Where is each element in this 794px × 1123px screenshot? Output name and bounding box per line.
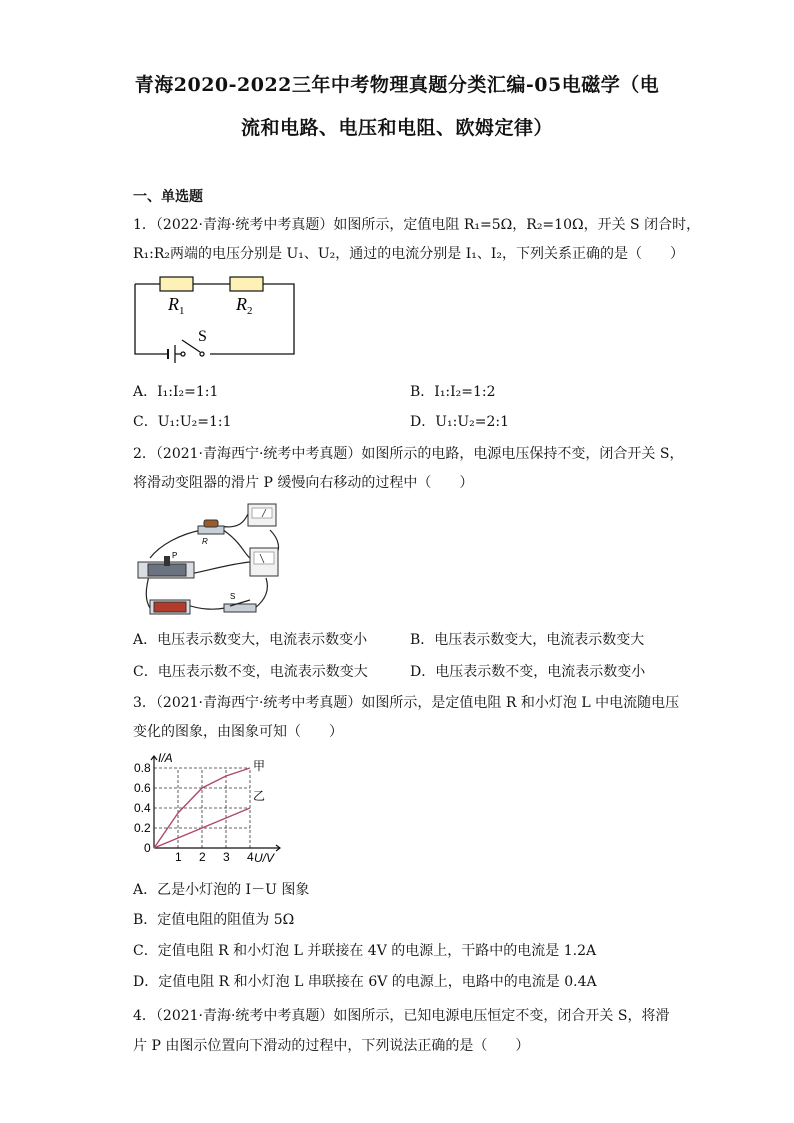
x-tick-label: 2 <box>199 850 206 864</box>
q1-option-c[interactable]: C．U₁:U₂=1:1 <box>133 414 232 430</box>
q4-stem-line-1: 4．（2021·青海·统考中考真题）如图所示，已知电源电压恒定不变，闭合开关 S，将滑 <box>133 1008 670 1024</box>
q2-stem-line-1: 2．（2021·青海西宁·统考中考真题）如图所示的电路，电源电压保持不变，闭合开关 S， <box>133 446 684 462</box>
y-tick-label: 0.6 <box>134 781 151 795</box>
r2-label: R <box>236 294 247 314</box>
battery-icon <box>150 600 190 614</box>
r1-label: R <box>168 294 179 314</box>
y-tick-label: 0.8 <box>134 761 151 775</box>
resistor-r-label: R <box>202 537 208 546</box>
switch-icon <box>224 600 256 612</box>
q2-option-a[interactable]: A．电压表示数变大，电流表示数变小 <box>133 632 368 648</box>
resistor-r1 <box>160 277 193 291</box>
series-label: 乙 <box>253 789 266 803</box>
iu-graph <box>130 750 290 868</box>
q1-stem-line-2: R₁:R₂两端的电压分别是 U₁、U₂，通过的电流分别是 I₁、I₂，下列关系正确的是（ ） <box>133 246 685 262</box>
svg-text:R2 <box>235 294 253 317</box>
page-title-line-1: 青海2020-2022三年中考物理真题分类汇编-05电磁学（电 <box>134 74 660 96</box>
resistor-r-icon <box>198 520 224 534</box>
r2-subscript: 2 <box>247 305 253 317</box>
q1-option-d[interactable]: D．U₁:U₂=2:1 <box>410 414 510 430</box>
section-heading: 一、单选题 <box>133 189 203 205</box>
x-tick-label: 4 <box>247 850 254 864</box>
q1-stem-line-1: 1．（2022·青海·统考中考真题）如图所示，定值电阻 R₁=5Ω，R₂=10Ω，开关 S 闭合时， <box>133 217 701 233</box>
q3-option-c[interactable]: C．定值电阻 R 和小灯泡 L 并联接在 4V 的电源上，干路中的电流是 1.2A <box>133 943 597 959</box>
q2-stem-line-2: 将滑动变阻器的滑片 P 缓慢向右移动的过程中（ ） <box>133 475 474 491</box>
rheostat-icon <box>138 556 194 578</box>
q1-circuit-diagram <box>130 272 300 362</box>
q1-option-a[interactable]: A．I₁:I₂=1:1 <box>133 384 219 400</box>
switch-s-label: S <box>230 592 236 601</box>
y-tick-label: 0.4 <box>134 801 151 815</box>
ammeter-icon <box>250 548 278 576</box>
switch-label: S <box>198 328 207 345</box>
q2-option-d[interactable]: D．电压表示数不变，电流表示数变小 <box>410 664 646 680</box>
page-title-line-2: 流和电路、电压和电阻、欧姆定律） <box>240 117 553 139</box>
q3-stem-line-1: 3．（2021·青海西宁·统考中考真题）如图所示，是定值电阻 R 和小灯泡 L 中电流随电压 <box>133 695 680 711</box>
x-tick-label: 1 <box>175 850 182 864</box>
y-axis-label: I/A <box>158 751 173 765</box>
r1-subscript: 1 <box>179 305 185 317</box>
x-tick-label: 3 <box>223 850 230 864</box>
q3-option-b[interactable]: B．定值电阻的阻值为 5Ω <box>133 912 295 928</box>
q3-stem-line-2: 变化的图象，由图象可知（ ） <box>133 724 343 740</box>
q2-option-b[interactable]: B．电压表示数变大，电流表示数变大 <box>410 632 645 648</box>
origin-label: 0 <box>144 841 151 855</box>
slider-p-label: P <box>172 551 178 560</box>
q1-option-b[interactable]: B．I₁:I₂=1:2 <box>410 384 496 400</box>
q3-option-a[interactable]: A．乙是小灯泡的 I－U 图象 <box>133 882 310 898</box>
svg-text:R1 <box>167 294 185 317</box>
series-label: 甲 <box>253 759 266 773</box>
voltmeter-icon <box>248 504 276 526</box>
q4-stem-line-2: 片 P 由图示位置向下滑动的过程中，下列说法正确的是（ ） <box>133 1038 530 1054</box>
q2-option-c[interactable]: C．电压表示数不变，电流表示数变大 <box>133 664 368 680</box>
q2-circuit-photo <box>130 500 290 618</box>
resistor-r2 <box>230 277 263 291</box>
q3-option-d[interactable]: D．定值电阻 R 和小灯泡 L 串联接在 6V 的电源上，电路中的电流是 0.4A <box>133 974 597 990</box>
y-tick-label: 0.2 <box>134 821 151 835</box>
x-axis-label: U/V <box>254 851 275 865</box>
